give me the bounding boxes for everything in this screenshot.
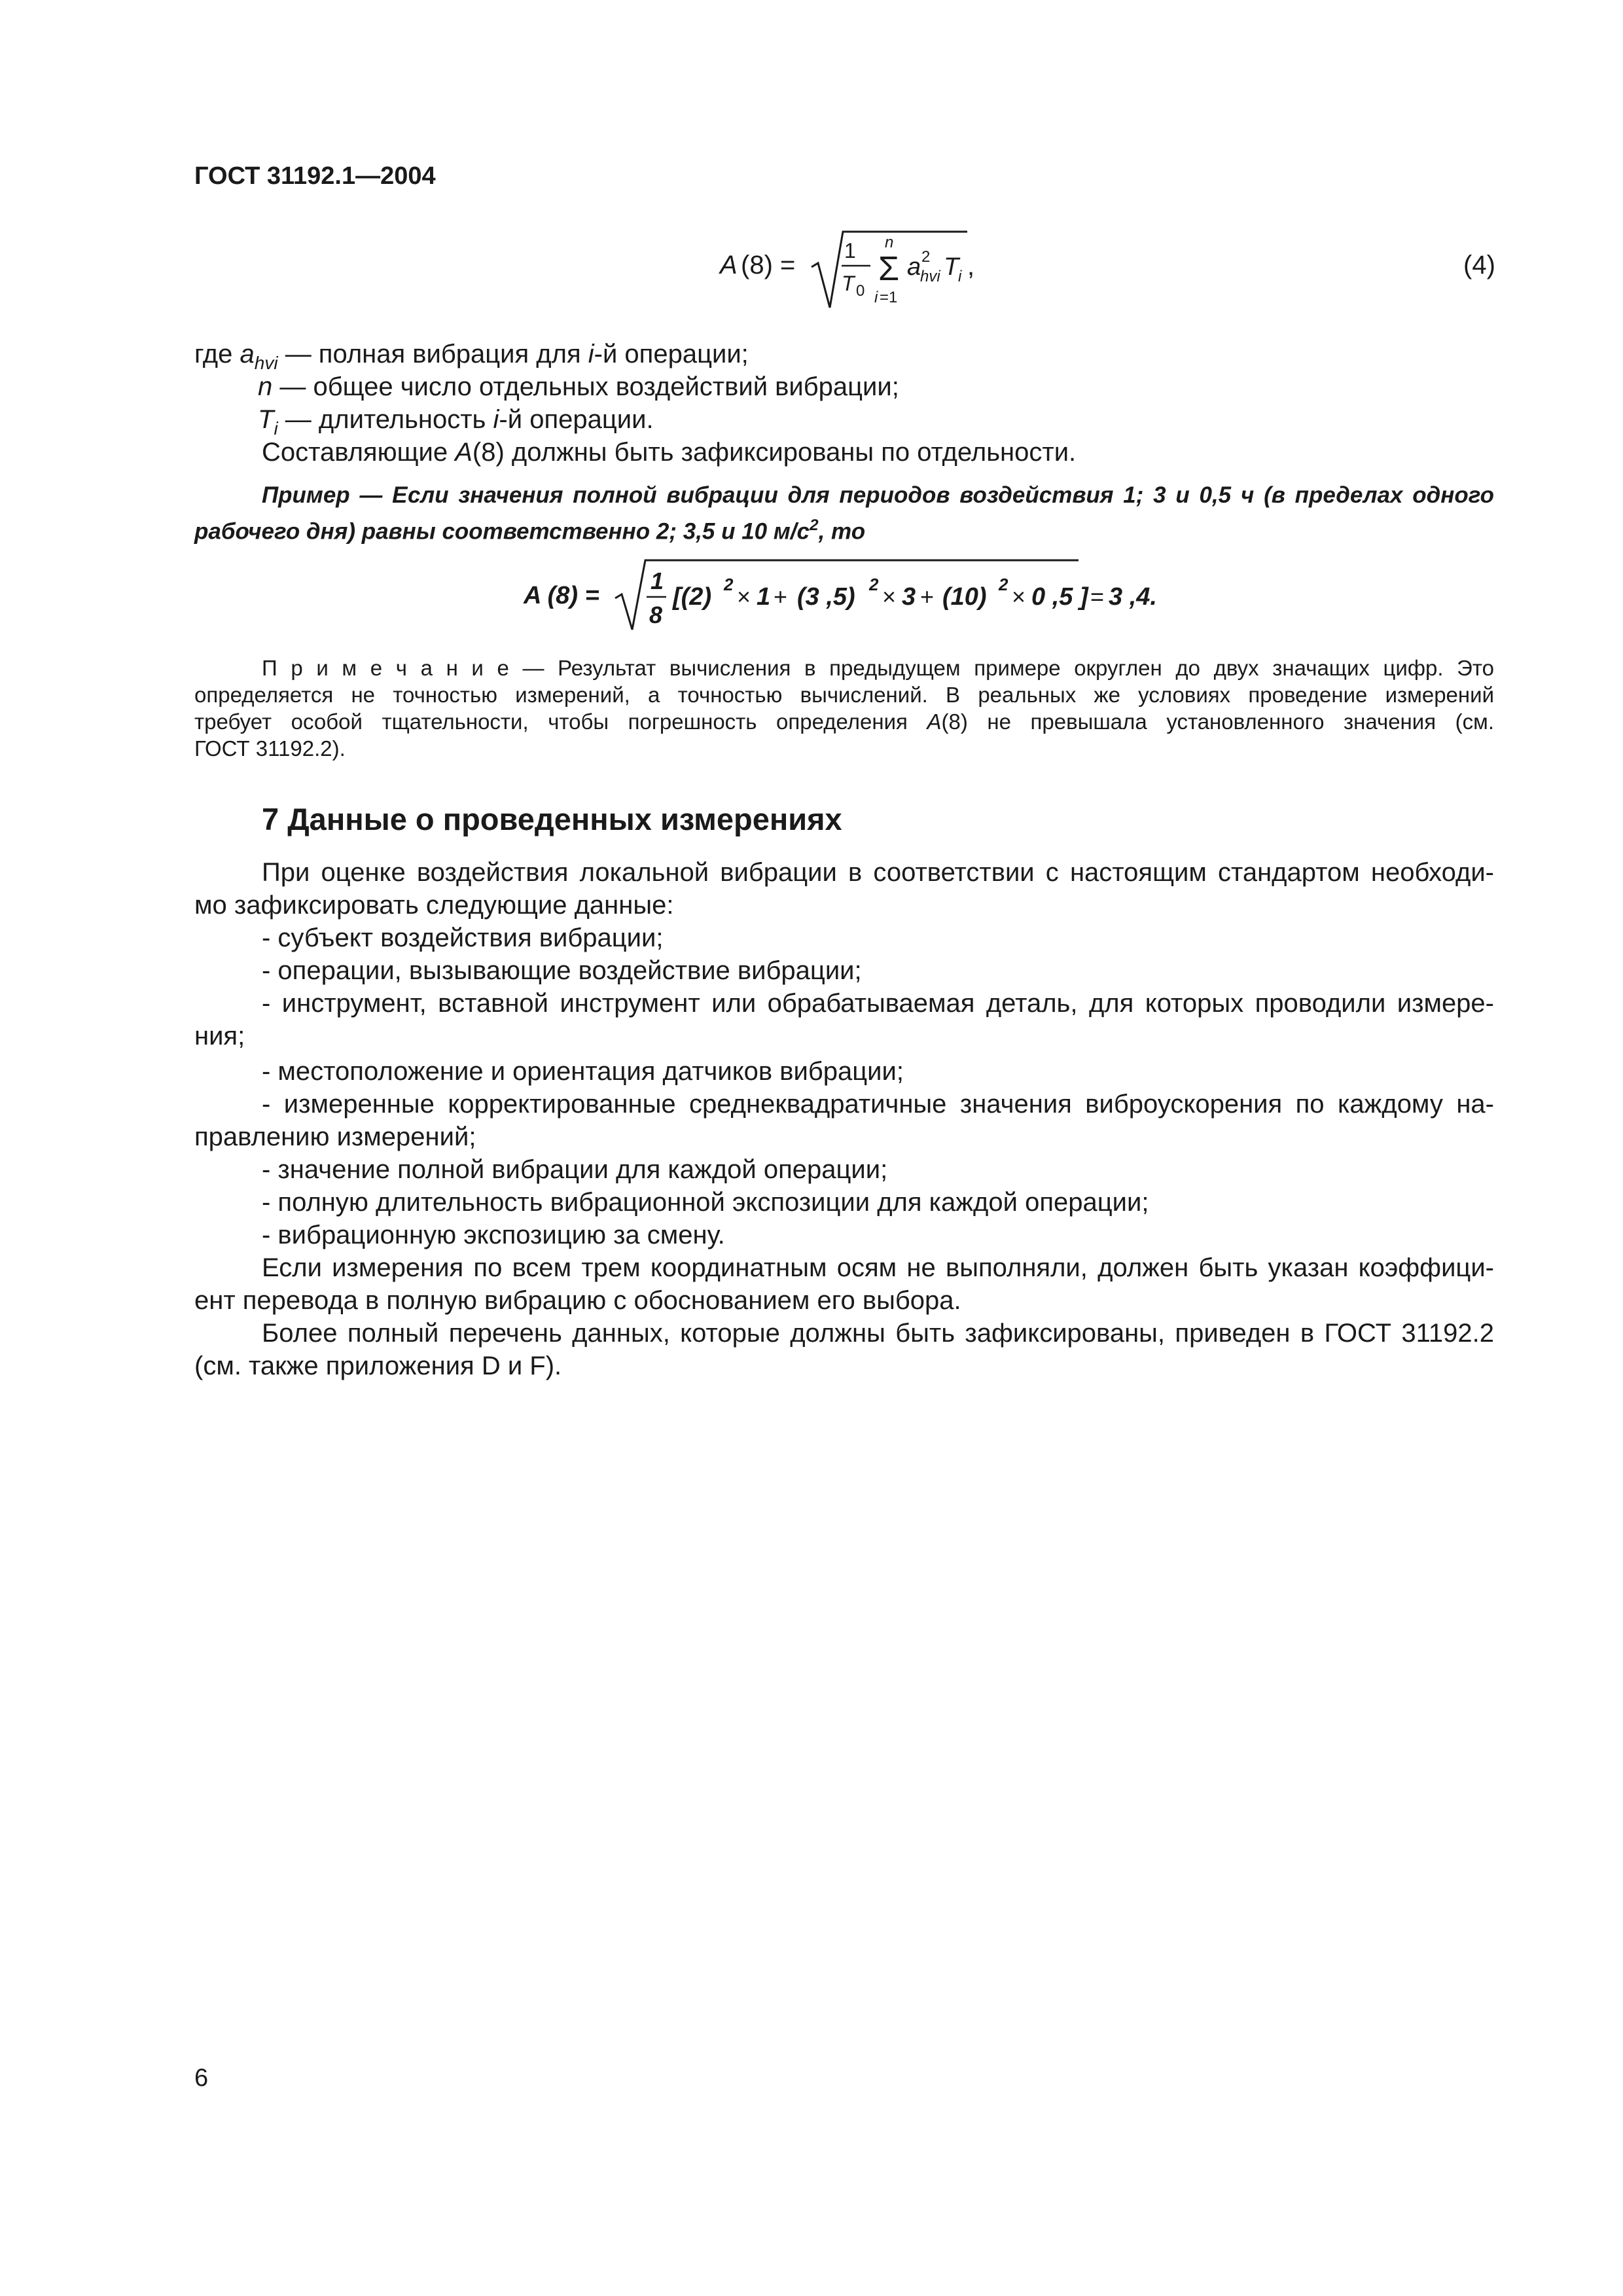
svg-text:A: A	[720, 251, 738, 279]
svg-text:=: =	[1090, 583, 1105, 610]
definition-a-hvi: где $a_{hvi}$ — полная вибрация для i-й операции;	[194, 340, 749, 373]
definition-t-i: $T_i$ — длительность i-й операции.	[258, 405, 654, 439]
svg-text:i: i	[874, 289, 878, 306]
paragraph-line: ент перевода в полную вибрацию с обоснованием его выбора.	[194, 1286, 961, 1315]
section-7-intro-line-2: мо зафиксировать следующие данные:	[194, 891, 674, 920]
svg-text:(10): (10)	[942, 583, 987, 611]
svg-text:Σ: Σ	[878, 250, 900, 288]
definition-n: n — общее число отдельных воздействий вибрации;	[258, 372, 899, 401]
paragraph-line: Более полный перечень данных, которые должны быть зафиксированы, приведен в ГОСТ 31192.2	[262, 1319, 1494, 1348]
svg-text:n: n	[885, 234, 894, 251]
list-item: - полную длительность вибрационной экспозиции для каждой операции;	[262, 1188, 1149, 1217]
svg-text:,: ,	[967, 252, 975, 281]
svg-text:T: T	[842, 272, 855, 295]
svg-text:8: 8	[649, 601, 663, 628]
section-7-heading: 7 Данные о проведенных измерениях	[262, 802, 842, 836]
svg-text:=1: =1	[880, 289, 898, 306]
svg-text:[(2): [(2)	[673, 583, 712, 611]
svg-text:2: 2	[999, 575, 1008, 594]
svg-text:×: ×	[737, 583, 751, 610]
list-item: - значение полной вибрации для каждой операции;	[262, 1155, 888, 1184]
svg-text:+: +	[920, 583, 935, 610]
svg-text:(3 ,5): (3 ,5)	[797, 583, 855, 611]
list-item: - вибрационную экспозицию за смену.	[262, 1221, 725, 1249]
note-label: П р и м е ч а н и е	[262, 656, 509, 680]
svg-text:T: T	[944, 253, 959, 281]
note-line-4: ГОСТ 31192.2).	[194, 736, 346, 761]
svg-text:×: ×	[1012, 583, 1026, 610]
note-line-3: требует особой тщательности, чтобы погрешность определения A(8) не превышала установленного значения (см.	[194, 709, 1494, 734]
paragraph-line: Если измерения по всем трем координатным осям не выполняли, должен быть указан коэффици-	[262, 1253, 1494, 1282]
list-item: - операции, вызывающие воздействие вибрации;	[262, 956, 862, 985]
svg-text:2: 2	[869, 575, 879, 594]
list-item: - измеренные корректированные среднеквадратичные значения виброускорения по каждому на-	[262, 1090, 1494, 1119]
svg-text:×: ×	[882, 583, 897, 610]
svg-text:0 ,5 ]: 0 ,5 ]	[1031, 583, 1088, 611]
svg-text:a: a	[907, 253, 921, 281]
svg-text:hvi: hvi	[920, 268, 940, 285]
note-line-1: П р и м е ч а н и е — Результат вычисления в предыдущем примере округлен до двух значащих цифр. Это	[262, 656, 1494, 680]
example-line-1: Пример — Если значения полной вибрации для периодов воздействия 1; 3 и 0,5 ч (в пределах одного	[262, 482, 1494, 508]
svg-text:3: 3	[902, 583, 916, 611]
example-line-2: рабочего дня) равны соответственно 2; 3,5 и 10 $м/с^2$, то	[194, 516, 866, 545]
note-line-2: определяется не точностью измерений, а точностью вычислений. В реальных же условиях проведение измерений	[194, 683, 1494, 707]
svg-text:+: +	[774, 583, 788, 610]
formula-4-number: (4)	[1463, 251, 1495, 279]
formula-4	[713, 216, 988, 321]
example-formula	[517, 550, 1185, 635]
svg-text:(8) =: (8) =	[741, 251, 796, 279]
list-item-continuation: правлению измерений;	[194, 1122, 476, 1151]
svg-text:2: 2	[921, 248, 931, 266]
where-prefix: где	[194, 340, 233, 368]
list-item-continuation: ния;	[194, 1022, 245, 1050]
list-item: - субъект воздействия вибрации;	[262, 924, 664, 952]
document-header: ГОСТ 31192.1—2004	[194, 162, 436, 190]
page-number: 6	[194, 2064, 209, 2092]
svg-text:3 ,4.: 3 ,4.	[1109, 583, 1157, 611]
svg-text:0: 0	[856, 282, 865, 300]
svg-text:2: 2	[724, 575, 734, 594]
svg-text:1: 1	[844, 239, 856, 262]
svg-text:A (8) =: A (8) =	[524, 582, 599, 609]
svg-text:1: 1	[757, 583, 771, 611]
section-7-intro-line-1: При оценке воздействия локальной вибрации в соответствии с настоящим стандартом необходи-	[262, 858, 1494, 887]
paragraph-line: (см. также приложения D и F).	[194, 1352, 562, 1380]
list-item: - местоположение и ориентация датчиков вибрации;	[262, 1057, 904, 1086]
components-sentence: Составляющие A(8) должны быть зафиксированы по отдельности.	[262, 438, 1077, 467]
svg-text:1: 1	[651, 567, 664, 594]
svg-text:i: i	[958, 268, 962, 285]
list-item: - инструмент, вставной инструмент или обрабатываемая деталь, для которых проводили измере-	[262, 989, 1494, 1018]
